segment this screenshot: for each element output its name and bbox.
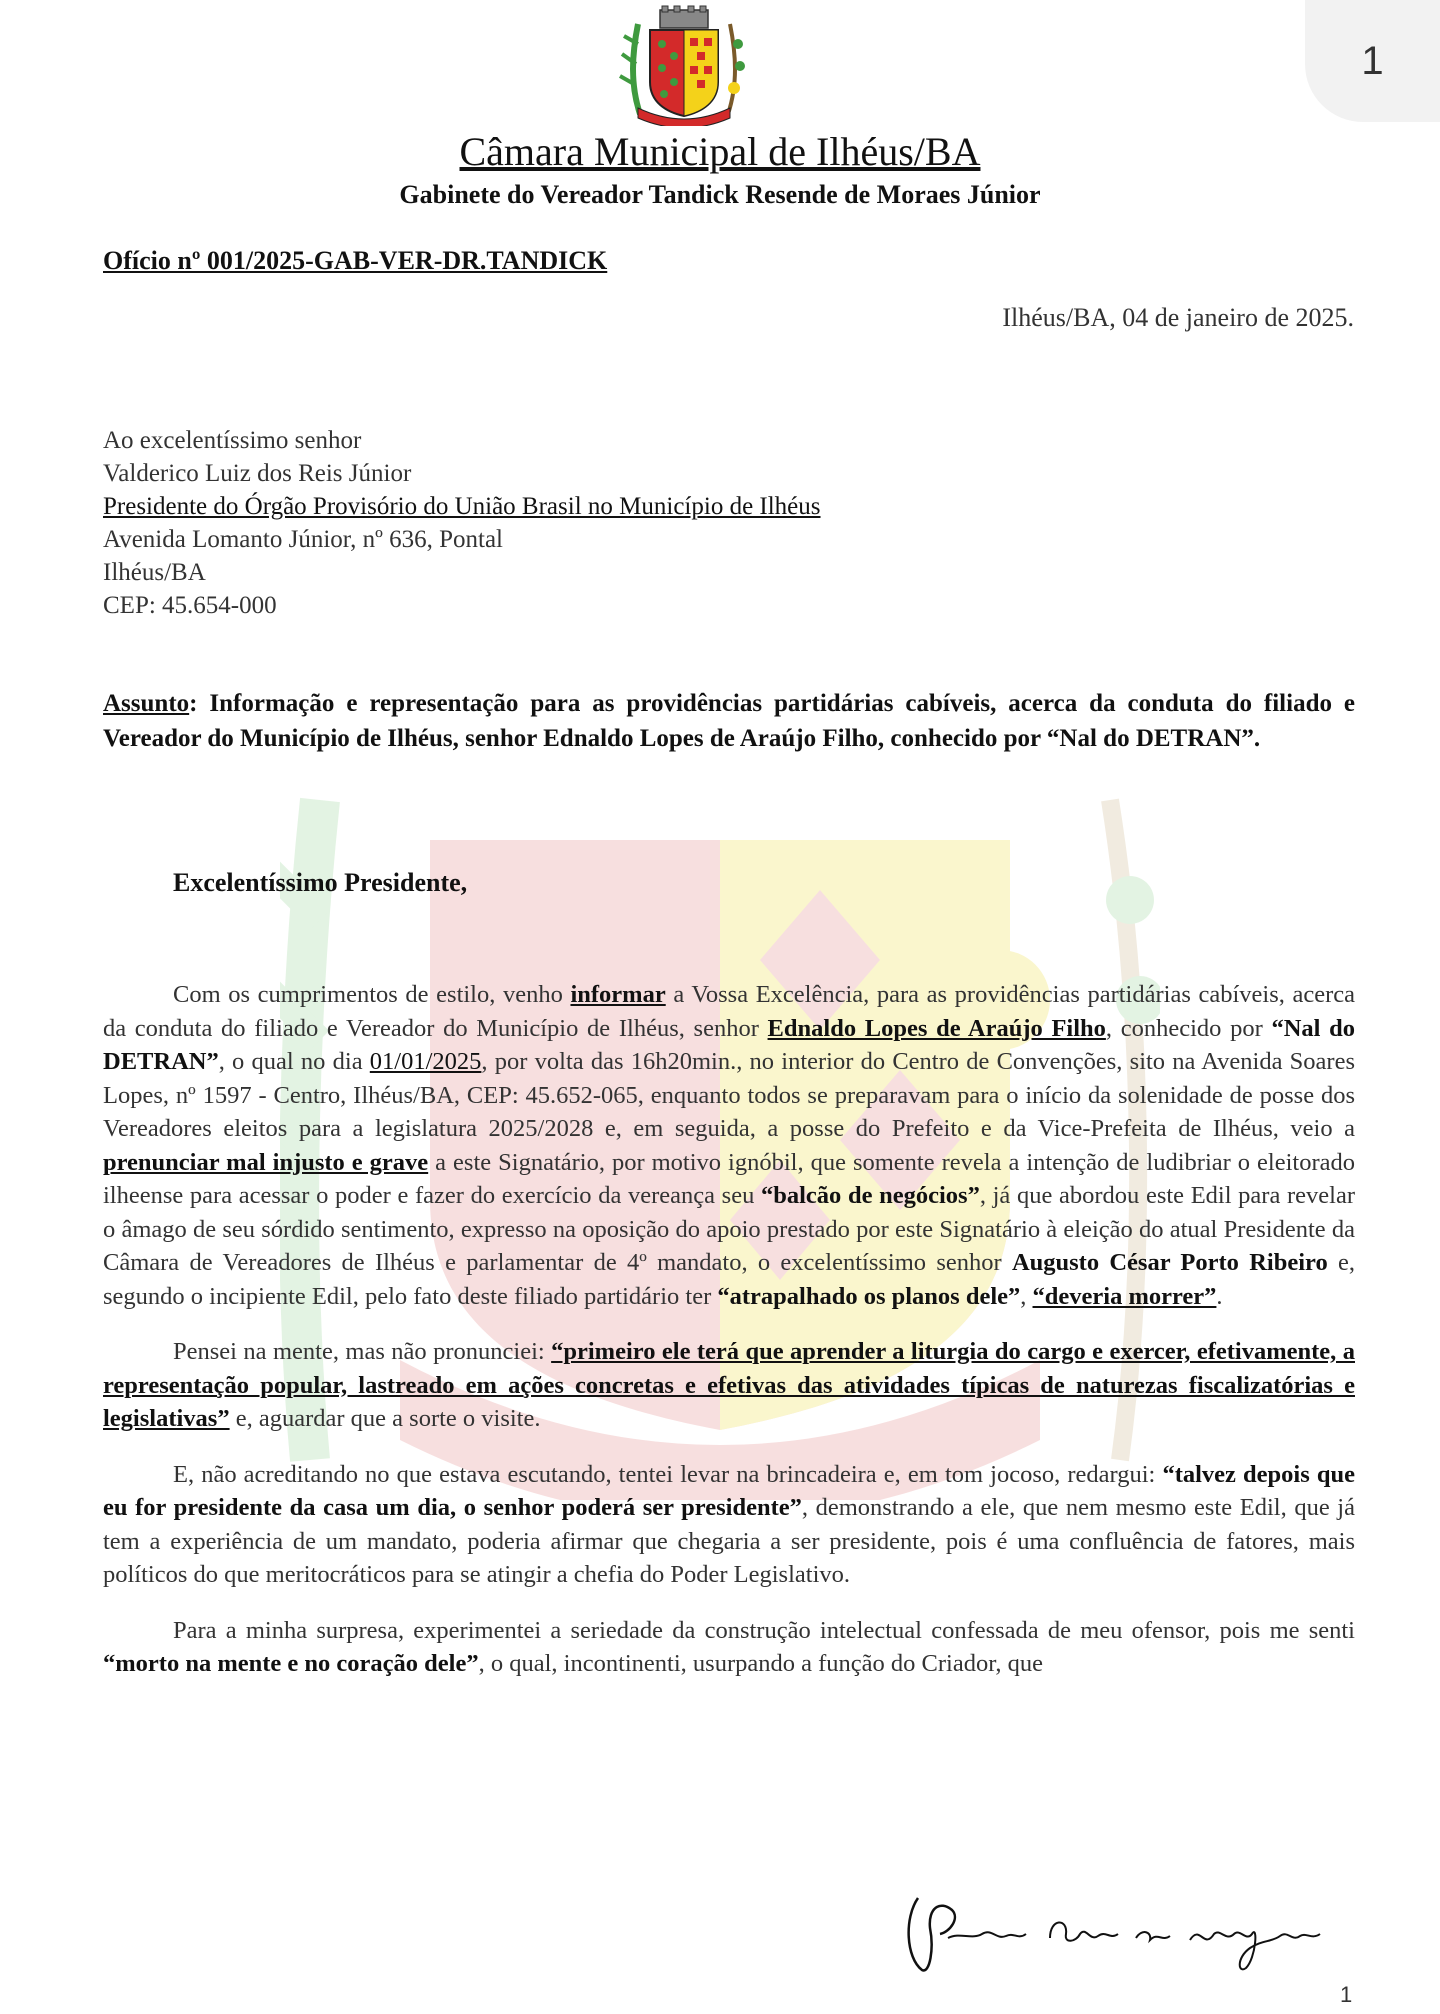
text-run: Com os cumprimentos de estilo, venho: [173, 981, 571, 1008]
text-run-underlined: 01/01/2025: [369, 1048, 482, 1075]
text-run: a este Signatário, por motivo ignóbil, que somente revela a intenção de ludibriar o eleitorado ilheense para acessar o poder e fazer do exercício da vereança seu: [103, 1148, 1355, 1209]
text-run-bold: “Nal do DETRAN”: [103, 1014, 1355, 1075]
text-run-bold: “talvez depois que eu for presidente da casa um dia, o senhor poderá ser presidente”: [103, 1460, 1355, 1521]
handwritten-signature: [900, 1888, 1340, 1978]
text-run-bold: “morto na mente e no coração dele”: [103, 1650, 479, 1677]
text-run-emphasis: informar: [570, 981, 666, 1008]
text-run: , conhecido por: [1105, 1014, 1272, 1042]
text-run: , demonstrando a ele, que nem mesmo este Edil, que já tem a experiência de um mandato, poderia afirmar que chegaria a ser presidente, pois é uma confluência de fatores, mais políticos do que meritocráticos para se atingir a chefia do Poder Legislativo.: [103, 1494, 1355, 1588]
body-paragraph: [103, 1335, 1355, 1436]
footer-page-number: 1: [1340, 1982, 1353, 2007]
text-run-bold: “atrapalhado os planos dele”: [717, 1282, 1021, 1310]
text-run-bold: “balcão de negócios”: [761, 1182, 980, 1209]
body-paragraph: [103, 978, 1355, 1313]
address-line: CEP: 45.654-000: [103, 592, 277, 619]
address-line: Valderico Luiz dos Reis Júnior: [103, 460, 412, 487]
text-run-bold: Augusto César Porto Ribeiro: [1011, 1249, 1328, 1276]
subject-paragraph: [103, 686, 1355, 756]
oficio-number: Ofício nº 001/2025-GAB-VER-DR.TANDICK: [103, 246, 608, 275]
address-line: Avenida Lomanto Júnior, nº 636, Pontal: [103, 526, 503, 553]
page-number-badge-text: 1: [1361, 38, 1384, 83]
text-run: Pensei na mente, mas não pronunciei:: [173, 1338, 552, 1365]
text-run-emphasis: “deveria morrer”: [1032, 1282, 1217, 1310]
text-run-emphasis: Ednaldo Lopes de Araújo Filho: [767, 1014, 1106, 1042]
text-run: e, aguardar que a sorte o visite.: [229, 1405, 541, 1432]
text-run-emphasis: “primeiro ele terá que aprender a liturgia do cargo e exercer, efetivamente, a representação popular, lastreado em ações concretas e efetivas das atividades típicas de naturezas fiscalizatórias e legislativas”: [103, 1338, 1355, 1432]
text-run: E, não acreditando no que estava escutando, tentei levar na brincadeira e, em tom jocoso, redargui:: [173, 1460, 1163, 1488]
text-run: a Vossa Excelência, para as providências partidárias cabíveis, acerca da conduta do filiado e Vereador do Município de Ilhéus, senhor: [103, 981, 1355, 1042]
text-run-emphasis: prenunciar mal injusto e grave: [103, 1148, 429, 1176]
address-line-title: Presidente do Órgão Provisório do União Brasil no Município de Ilhéus: [103, 493, 821, 520]
body-paragraph: [103, 1614, 1355, 1681]
text-run: .: [1216, 1282, 1223, 1310]
text-run: ,: [1020, 1282, 1033, 1310]
subject-label: Assunto: [103, 690, 190, 717]
text-run: e, segundo o incipiente Edil, pelo fato deste filiado partidário ter: [103, 1249, 1356, 1310]
body-paragraph: [103, 1458, 1355, 1592]
text-run: , o qual no dia: [218, 1048, 370, 1075]
recipient-address: [103, 424, 821, 622]
header-title: Câmara Municipal de Ilhéus/BA: [459, 129, 981, 174]
address-line: Ao excelentíssimo senhor: [103, 427, 362, 454]
text-run: , já que abordou este Edil para revelar o âmago de seu sórdido sentimento, expresso na oposição do apoio prestado por este Signatário à eleição do atual Presidente da Câmara de Vereadores de Ilhéus e parlamentar de 4º mandato, o excelentíssimo senhor: [103, 1182, 1355, 1276]
subject-text: : Informação e representação para as providências partidárias cabíveis, acerca da conduta do filiado e Vereador do Município de Ilhéus, senhor Ednaldo Lopes de Araújo Filho, conhecido por “Nal do DETRAN”.: [103, 690, 1355, 752]
letter-date: Ilhéus/BA, 04 de janeiro de 2025.: [1002, 303, 1354, 332]
text-run: , por volta das 16h20min., no interior do Centro de Convenções, sito na Avenida Soares Lopes, nº 1597 - Centro, Ilhéus/BA, CEP: 45.652-065, enquanto todos se preparavam para o início da solenidade de posse dos Vereadores eleitos para a legislatura 2025/2028 e, em seguida, a posse do Prefeito e da Vice-Prefeita de Ilhéus, veio a: [103, 1048, 1355, 1142]
text-run: Para a minha surpresa, experimentei a seriedade da construção intelectual confessada de meu ofensor, pois me senti: [173, 1616, 1355, 1644]
header-subtitle: Gabinete do Vereador Tandick Resende de Moraes Júnior: [399, 180, 1041, 209]
greeting: Excelentíssimo Presidente,: [173, 868, 468, 897]
address-line: Ilhéus/BA: [103, 559, 206, 586]
municipal-crest-logo: [610, 4, 758, 126]
page-number-badge: [1305, 0, 1440, 122]
letter-body: [103, 978, 1355, 1703]
text-run: , o qual, incontinenti, usurpando a função do Criador, que: [478, 1650, 1043, 1677]
